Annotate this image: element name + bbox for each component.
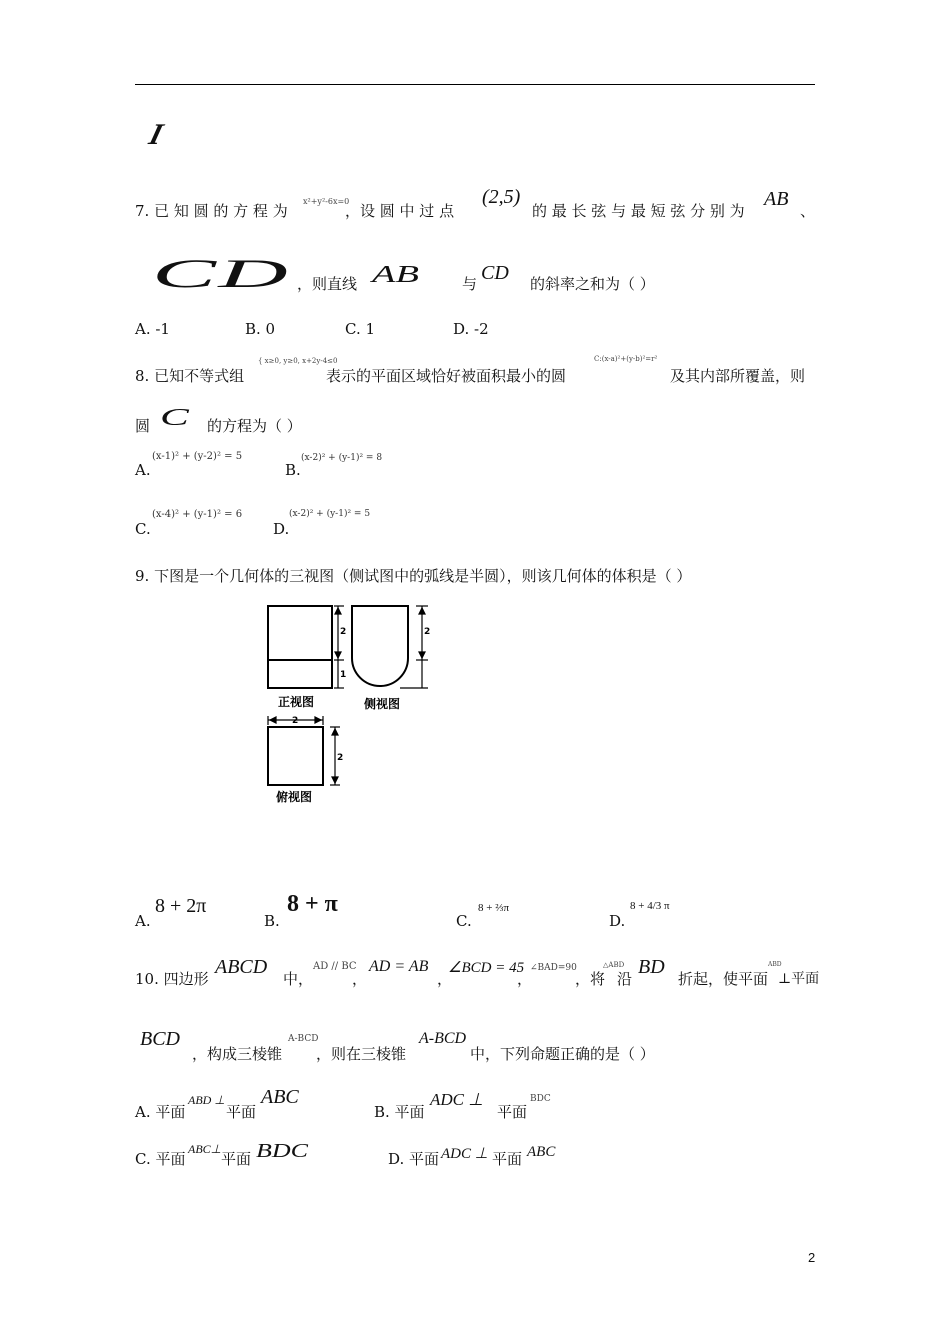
q10-optA-big: ABC xyxy=(261,1086,299,1108)
q7-mid: ，设 圆 中 过 点 xyxy=(345,202,455,220)
q10-optC-pre: C. 平面 xyxy=(135,1150,186,1168)
q8-optC-label: C. xyxy=(135,520,151,538)
q9-optA: 8 + 2π xyxy=(155,895,207,917)
dim-top-height: 2 xyxy=(337,753,344,763)
q8-circle: C:(x-a)²+(y-b)²=r² xyxy=(594,355,658,363)
q10-abd: △ABD xyxy=(603,961,625,969)
header-rule xyxy=(135,84,815,85)
front-view-label: 正视图 xyxy=(278,695,315,709)
q10-optD-b: ABC xyxy=(527,1144,556,1160)
q7-ab2: AB xyxy=(372,262,419,288)
q10-abd2: ABD xyxy=(768,961,782,968)
q10-optB-big: ADC ⊥ xyxy=(430,1090,484,1109)
q10-lead: 10. 四边形 xyxy=(135,970,209,988)
q10-optB-small: BDC xyxy=(530,1094,551,1104)
q10-t11: 中，下列命题正确的是（ ） xyxy=(470,1045,655,1063)
q7-line2b: 与 xyxy=(462,275,478,293)
q8-line2a: 圆 xyxy=(135,417,151,435)
q7-mid2: 的 最 长 弦 与 最 短 弦 分 别 为 xyxy=(532,202,745,220)
dim-front-1: 1 xyxy=(340,670,347,680)
q10-optA-small: ABD ⊥ xyxy=(188,1093,225,1107)
q9-optB: 8 + π xyxy=(287,891,338,917)
q9-optC-label: C. xyxy=(456,912,472,930)
q8-optA: (x-1)² + (y-2)² = 5 xyxy=(152,451,243,462)
q10-abcd: ABCD xyxy=(215,956,268,978)
q10-t6: 沿 xyxy=(617,970,633,988)
q7-cd2: CD xyxy=(481,262,509,284)
q9-text: 9. 下图是一个几何体的三视图（侧试图中的弧线是半圆），则该几何体的体积是（ ） xyxy=(135,567,692,585)
q8-optB: (x-2)² + (y-1)² = 8 xyxy=(301,453,383,463)
q7-cd-big: CD xyxy=(152,251,291,296)
q9-optC: 8 + ⅔π xyxy=(478,902,510,914)
q8-line2b: 的方程为（ ） xyxy=(207,417,302,435)
q10-optD-a: ADC ⊥ xyxy=(441,1146,488,1162)
dim-front-2: 2 xyxy=(340,627,347,637)
q7-point: (2,5) xyxy=(482,186,521,208)
q10-t9: ，构成三棱锥 xyxy=(192,1045,283,1063)
q10-optB-pre: B. 平面 xyxy=(374,1103,425,1121)
q8-optD-label: D. xyxy=(273,520,290,538)
q9-optD: 8 + 4/3 π xyxy=(630,900,670,912)
q7-ab: AB xyxy=(764,188,789,210)
side-view-label: 侧视图 xyxy=(364,697,401,711)
q7-line2c: 的斜率之和为（ ） xyxy=(530,275,655,293)
dim-top-width: 2 xyxy=(292,716,299,726)
q8-mid: 表示的平面区域恰好被面积最小的圆 xyxy=(326,367,567,385)
q7-option-c: C. 1 xyxy=(345,320,376,338)
three-view-diagram xyxy=(260,600,440,810)
q9-optD-label: D. xyxy=(609,912,626,930)
stray-glyph: I xyxy=(145,118,167,151)
q10-optC-big: BDC xyxy=(256,1140,308,1162)
q10-t10: ，则在三棱锥 xyxy=(316,1045,407,1063)
side-view-shape xyxy=(352,606,408,686)
q10-optB-mid: 平面 xyxy=(497,1103,528,1121)
q10-optC-mid: 平面 xyxy=(221,1150,252,1168)
q8-optD: (x-2)² + (y-1)² = 5 xyxy=(289,509,371,519)
q8-tail: 及其内部所覆盖，则 xyxy=(670,367,806,385)
q7-option-b: B. 0 xyxy=(245,320,276,338)
q10-bad90: ∠BAD=90 xyxy=(530,963,577,973)
q7-equation: x²+y²-6x=0 xyxy=(303,197,350,206)
q10-t4: ， xyxy=(517,970,533,988)
q10-t8: ⊥平面 xyxy=(778,971,820,987)
q10-adab: AD = AB xyxy=(369,958,429,975)
q10-abcd2: A-BCD xyxy=(288,1034,319,1044)
q10-optD-pre: D. 平面 xyxy=(388,1150,440,1168)
dim-side-2: 2 xyxy=(424,627,431,637)
q7-option-a: A. -1 xyxy=(135,320,170,338)
q10-abcd3: A-BCD xyxy=(419,1030,467,1047)
q10-bcd45: ∠BCD = 45 xyxy=(448,960,525,976)
top-view-label: 俯视图 xyxy=(276,790,313,804)
q7-option-d: D. -2 xyxy=(453,320,489,338)
q10-t1: 中， xyxy=(283,970,314,988)
q10-t7: 折起，使平面 xyxy=(678,970,769,988)
q8-system: { x≥0, y≥0, x+2y-4≤0 xyxy=(258,357,338,365)
top-view-rect xyxy=(268,727,323,785)
q9-optA-label: A. xyxy=(135,912,151,930)
q7-line2a: ，则直线 xyxy=(297,275,358,293)
q10-adbc: AD // BC xyxy=(313,961,357,972)
q9-optB-label: B. xyxy=(264,912,280,930)
q10-optC-small: ABC⊥ xyxy=(188,1142,222,1156)
q10-optA-mid: 平面 xyxy=(226,1103,257,1121)
q7-lead: 7. 已 知 圆 的 方 程 为 xyxy=(135,202,288,220)
front-view-rect xyxy=(268,606,332,688)
q10-optA-pre: A. 平面 xyxy=(135,1103,186,1121)
q10-bcd: BCD xyxy=(140,1028,180,1050)
q8-c: C xyxy=(160,405,189,431)
q8-optB-label: B. xyxy=(285,461,301,479)
q8-optC: (x-4)² + (y-1)² = 6 xyxy=(152,509,243,520)
q10-t3: ， xyxy=(437,970,453,988)
page-number: 2 xyxy=(808,1250,816,1265)
q8-lead: 8. 已知不等式组 xyxy=(135,367,245,385)
q10-optD-mid: 平面 xyxy=(492,1150,523,1168)
q10-t5: ，将 xyxy=(575,970,606,988)
q10-t2: ， xyxy=(352,970,368,988)
q10-bd: BD xyxy=(638,956,665,978)
q7-sep: 、 xyxy=(800,202,816,220)
q8-optA-label: A. xyxy=(135,461,151,479)
